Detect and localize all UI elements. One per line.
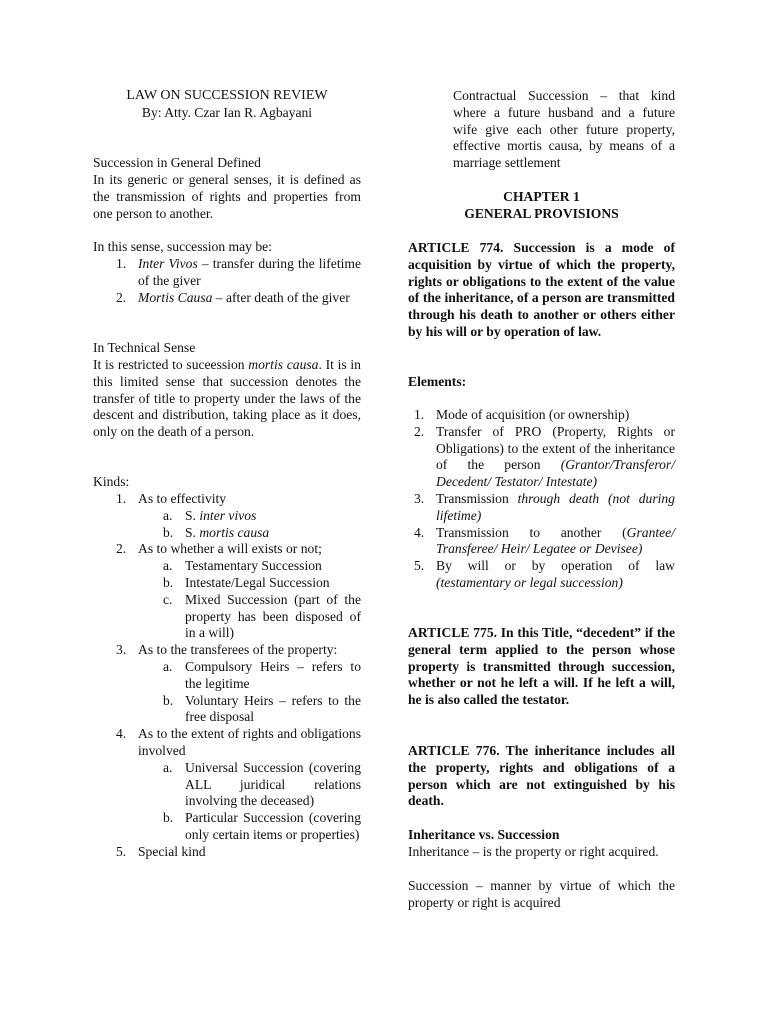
- author-byline: By: Atty. Czar Ian R. Agbayani: [141, 105, 313, 120]
- list-marker: 2.: [116, 541, 127, 557]
- elements-heading: Elements:: [408, 374, 467, 389]
- list-marker: 2.: [116, 289, 127, 305]
- sub-list: [163, 507, 361, 542]
- list-marker: b.: [163, 692, 174, 708]
- list-item: [163, 591, 361, 642]
- list-item-term: Mortis Causa: [138, 289, 213, 305]
- list-marker: c.: [163, 591, 173, 607]
- list-item: [116, 289, 361, 307]
- list-item-pre: Universal Succession (covering ALL juridical relations involving the deceased): [185, 759, 361, 809]
- list-item: [116, 256, 361, 290]
- list-marker: 4.: [116, 726, 127, 742]
- list-marker: 4.: [414, 524, 425, 540]
- list-item: [414, 524, 675, 559]
- list-item: [163, 558, 361, 575]
- list-item: [163, 658, 361, 693]
- list-item: [116, 726, 361, 844]
- section-heading-technical: In Technical Sense: [93, 340, 196, 355]
- elements-list: [414, 407, 675, 592]
- list-item-pre: Testamentary Succession: [185, 558, 322, 574]
- chapter-title: GENERAL PROVISIONS: [464, 206, 619, 221]
- list-item: [163, 692, 361, 727]
- list-item-pre: By will or by operation of law: [436, 558, 675, 574]
- paragraph-general-definition: In its generic or general senses, it is defined as the transmission of rights and properties from one person to another.: [93, 172, 361, 221]
- list-item-pre: Compulsory Heirs – refers to the legitime: [185, 658, 361, 691]
- list-item-pre: Intestate/Legal Succession: [185, 574, 330, 590]
- technical-text-em: mortis causa: [248, 357, 319, 372]
- list-item-em: inter vivos: [199, 507, 257, 523]
- list-marker: 2.: [414, 423, 425, 439]
- article-775: ARTICLE 775. In this Title, “decedent” if the general term applied to the person whose property is transmitted through succession, whether or not he left a will. If he left a will, he is also called the testator.: [408, 625, 675, 708]
- technical-text-c: . It is in this limited sense that succession denotes the transfer of title to property under the laws of the descent and distribution, taking place as it does, only on the death of a person.: [93, 357, 361, 440]
- paragraph-technical-sense: [93, 357, 361, 441]
- list-item-text: As to the transferees of the property:: [138, 642, 338, 658]
- list-item: [163, 507, 361, 525]
- succession-types-list: [116, 256, 361, 306]
- chapter-number: CHAPTER 1: [503, 189, 580, 204]
- inheritance-definition: Inheritance – is the property or right acquired.: [408, 844, 659, 859]
- list-item-text: Special kind: [138, 843, 206, 859]
- section-heading-general: Succession in General Defined: [93, 155, 261, 170]
- article-776: ARTICLE 776. The inheritance includes all the property, rights and obligations of a person which are not extinguished by his death.: [408, 743, 675, 809]
- list-marker: 3.: [116, 642, 127, 658]
- technical-text-a: It is restricted to suceession: [93, 357, 249, 372]
- list-item-em: Grantee/ Transferee/ Heir/ Legatee or Devisee): [436, 524, 675, 557]
- sub-list: [163, 759, 361, 844]
- list-marker: 1.: [116, 256, 127, 271]
- list-item-em: mortis causa: [199, 524, 270, 540]
- list-marker: a.: [163, 759, 173, 775]
- list-marker: b.: [163, 810, 174, 826]
- list-item: [414, 407, 675, 424]
- sub-list: [163, 658, 361, 726]
- list-item-pre: Particular Succession (covering only certain items or properties): [185, 810, 361, 842]
- list-marker: a.: [163, 558, 173, 574]
- list-item: [116, 642, 361, 726]
- list-item-pre: Mode of acquisition (or ownership): [436, 407, 630, 422]
- list-item-desc: – after death of the giver: [212, 289, 350, 305]
- list-item-em: (Grantor/Transferor/ Decedent/ Testator/ Intestate): [436, 457, 675, 490]
- list-item-pre: Transmission to another (: [436, 524, 627, 540]
- list-item-desc: – transfer during the lifetime of the giver: [138, 256, 361, 288]
- list-marker: 5.: [116, 843, 127, 859]
- list-item: [116, 843, 361, 861]
- list-item: [163, 810, 361, 844]
- list-item-em: (testamentary or legal succession): [436, 574, 623, 590]
- may-be-intro: In this sense, succession may be:: [93, 239, 272, 254]
- contractual-succession-text: Contractual Succession – that kind where a future husband and a future wife give each other future property, effective mortis causa, by means of a marriage settlement: [453, 88, 675, 171]
- inheritance-vs-succession-heading: Inheritance vs. Succession: [408, 827, 560, 842]
- kinds-list: [116, 491, 361, 861]
- list-item-pre: Transmission: [436, 490, 518, 506]
- list-item-pre: Voluntary Heirs – refers to the free disposal: [185, 692, 361, 725]
- list-item-term: Inter Vivos: [138, 256, 198, 271]
- list-item: [116, 541, 361, 642]
- list-marker: b.: [163, 524, 174, 540]
- list-item: [414, 490, 675, 525]
- list-marker: 1.: [414, 407, 425, 422]
- list-marker: b.: [163, 574, 174, 590]
- list-item-pre: Mixed Succession (part of the property has been disposed of in a will): [185, 591, 361, 641]
- list-item: [116, 491, 361, 541]
- list-marker: 5.: [414, 558, 425, 574]
- document-title: LAW ON SUCCESSION REVIEW: [126, 88, 328, 103]
- list-item-em: through death (not during lifetime): [436, 490, 675, 523]
- list-item: [163, 524, 361, 542]
- kinds-heading: Kinds:: [93, 474, 130, 489]
- list-item-text: As to whether a will exists or not;: [138, 541, 322, 557]
- list-marker: a.: [163, 658, 173, 674]
- list-item: [163, 574, 361, 592]
- list-item-pre: S.: [185, 524, 200, 540]
- list-marker: 3.: [414, 490, 425, 506]
- list-item-pre: S.: [185, 507, 200, 523]
- list-item: [414, 558, 675, 592]
- article-774: ARTICLE 774. Succession is a mode of acquisition by virtue of which the property, rights or obligations to the extent of the value of the inheritance, of a person are transmitted through his death to another or others either by his will or by operation of law.: [408, 240, 675, 339]
- list-item-text: As to the extent of rights and obligations involved: [138, 726, 361, 758]
- succession-definition: Succession – manner by virtue of which the property or right is acquired: [408, 878, 675, 910]
- list-marker: 1.: [116, 491, 127, 506]
- list-item: [163, 759, 361, 810]
- list-item-text: As to effectivity: [138, 491, 227, 506]
- list-marker: a.: [163, 507, 173, 523]
- list-item-pre: Transfer of PRO (Property, Rights or Obligations) to the extent of the inheritance of the person: [436, 423, 675, 473]
- list-item: [414, 423, 675, 491]
- sub-list: [163, 558, 361, 642]
